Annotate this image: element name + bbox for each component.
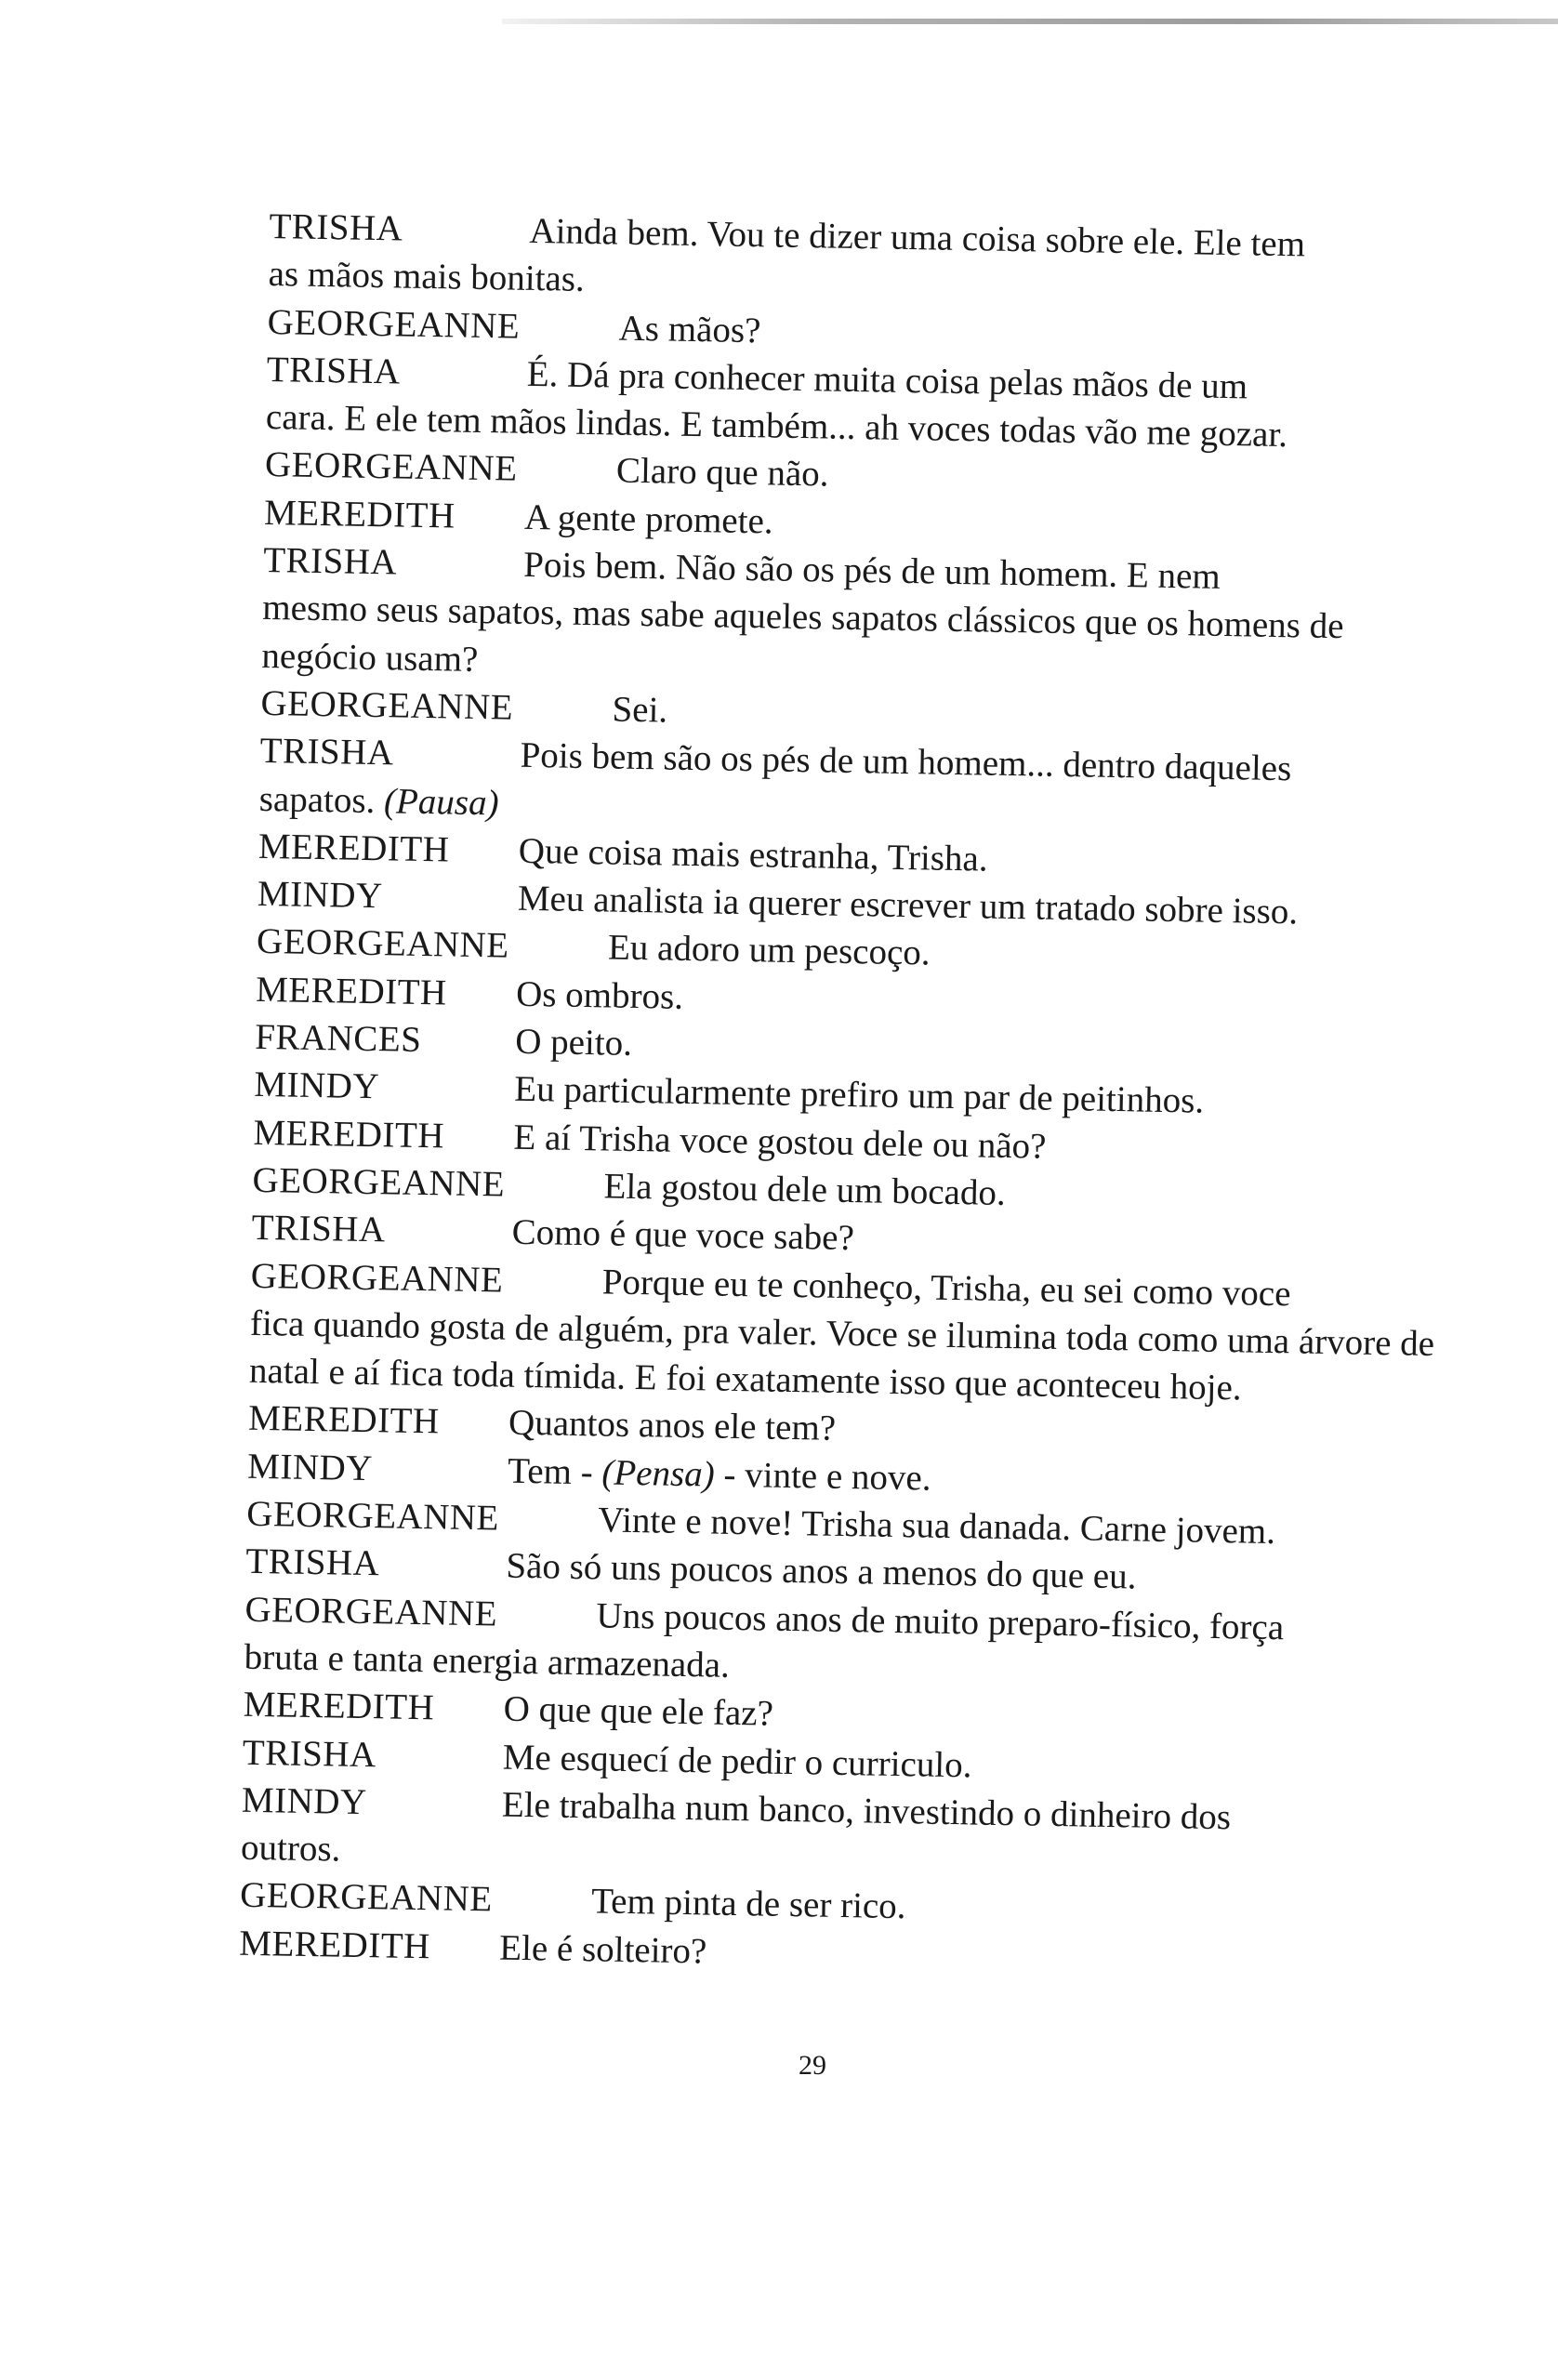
dialogue-continuation: fica quando gosta de alguém, pra valer. Voce se ilumina toda como uma árvore de natal e aí fica toda tímida. E foi exatamente isso que aconteceu hoje. — [248, 1302, 1435, 1408]
dialogue-text: Eu adoro um pescoço. — [607, 927, 931, 973]
speaker-name: GEORGEANNE — [239, 1875, 494, 1920]
speaker-name: MINDY — [257, 874, 384, 917]
dialogue-text: É. Dá pra conhecer muita coisa pelas mãos de um — [526, 353, 1248, 407]
dialogue-text: O que que ele faz? — [503, 1688, 774, 1734]
speaker-name: GEORGEANNE — [244, 1589, 498, 1634]
dialogue-text: Me esquecí de pedir o curriculo. — [502, 1737, 972, 1785]
dialogue-text: Pois bem. Não são os pés de um homem. E nem — [522, 544, 1221, 597]
page-number: 29 — [799, 2050, 826, 2081]
dialogue-text: Ele trabalha num banco, investindo o dinheiro dos — [501, 1784, 1232, 1838]
speaker-name: MEREDITH — [253, 1112, 445, 1157]
dialogue-text: Claro que não. — [615, 451, 829, 496]
dialogue-text: Ele é solteiro? — [498, 1927, 707, 1972]
speaker-name: MEREDITH — [255, 969, 448, 1013]
dialogue-continuation: outros. — [240, 1827, 341, 1870]
speaker-name: GEORGEANNE — [246, 1493, 500, 1539]
dialogue-text: São só uns poucos anos a menos do que eu. — [506, 1545, 1137, 1597]
speaker-name: GEORGEANNE — [260, 682, 514, 728]
dialogue-text-after: - vinte e nove. — [723, 1454, 931, 1499]
dialogue-text: Eu particularmente prefiro um par de peitinhos. — [514, 1069, 1205, 1122]
speaker-name: MINDY — [241, 1779, 368, 1822]
dialogue-text: As mãos? — [618, 308, 761, 350]
dialogue-text: Quantos anos ele tem? — [508, 1403, 837, 1449]
scan-top-edge-line — [502, 19, 1558, 24]
speaker-name: MEREDITH — [263, 492, 456, 536]
dialogue-continuation: cara. E ele tem mãos lindas. E também... ah voces todas vão me gozar. — [265, 397, 1288, 456]
dialogue-text: Uns poucos anos de muito preparo-físico, força — [596, 1594, 1285, 1647]
speaker-name: MINDY — [254, 1064, 380, 1107]
dialogue-text: Vinte e nove! Trisha sua danada. Carne jovem. — [597, 1500, 1276, 1553]
dialogue-text: Ela gostou dele um bocado. — [603, 1166, 1007, 1213]
dialogue-text: Os ombros. — [515, 973, 684, 1017]
dialogue-text: Como é que voce sabe? — [511, 1211, 855, 1259]
speaker-name: TRISHA — [245, 1541, 380, 1584]
dialogue-text: Tem - — [507, 1450, 594, 1492]
dialogue-text: Tem pinta de ser rico. — [590, 1881, 906, 1927]
speaker-name: MEREDITH — [247, 1398, 441, 1442]
dialogue-text: Meu analista ia querer escrever um tratado sobre isso. — [517, 878, 1299, 932]
speaker-name: GEORGEANNE — [256, 921, 509, 967]
script-dialogue — [239, 203, 1469, 1988]
speaker-name: GEORGEANNE — [250, 1255, 504, 1301]
dialogue-text: Pois bem são os pés de um homem... dentro daqueles — [520, 735, 1292, 789]
speaker-name: GEORGEANNE — [267, 301, 521, 347]
continuation-text: sapatos. — [258, 778, 376, 821]
speaker-name: MEREDITH — [238, 1923, 431, 1966]
speaker-name: GEORGEANNE — [252, 1159, 506, 1205]
speaker-name: TRISHA — [251, 1208, 386, 1250]
speaker-name: TRISHA — [259, 731, 394, 774]
speaker-name: MEREDITH — [243, 1684, 435, 1728]
speaker-name: GEORGEANNE — [264, 444, 518, 490]
speaker-name: MEREDITH — [257, 826, 450, 870]
dialogue-continuation: mesmo seus sapatos, mas sabe aqueles sapatos clássicos que os homens de negócio usam? — [261, 588, 1344, 680]
speaker-name: TRISHA — [266, 349, 402, 392]
dialogue-text: Que coisa mais estranha, Trisha. — [518, 830, 988, 879]
dialogue-text: E aí Trisha voce gostou dele ou não? — [513, 1117, 1047, 1167]
speaker-name: TRISHA — [262, 540, 398, 583]
stage-direction: (Pausa) — [383, 780, 499, 823]
speaker-name: MINDY — [246, 1446, 374, 1488]
stage-direction: (Pensa) — [601, 1452, 716, 1495]
speaker-name: TRISHA — [242, 1732, 377, 1775]
dialogue-text: O peito. — [514, 1021, 633, 1064]
speaker-name: TRISHA — [269, 205, 403, 249]
speaker-name: FRANCES — [254, 1016, 422, 1061]
dialogue-continuation: bruta e tanta energia armazenada. — [244, 1636, 731, 1686]
dialogue-continuation: as mãos mais bonitas. — [268, 254, 586, 300]
dialogue-text: Sei. — [612, 689, 668, 731]
dialogue-text: Porque eu te conheço, Trisha, eu sei como voce — [601, 1261, 1291, 1314]
dialogue-text: Ainda bem. Vou te dizer uma coisa sobre ele. Ele tem — [529, 210, 1306, 265]
dialogue-text: A gente promete. — [523, 496, 773, 542]
